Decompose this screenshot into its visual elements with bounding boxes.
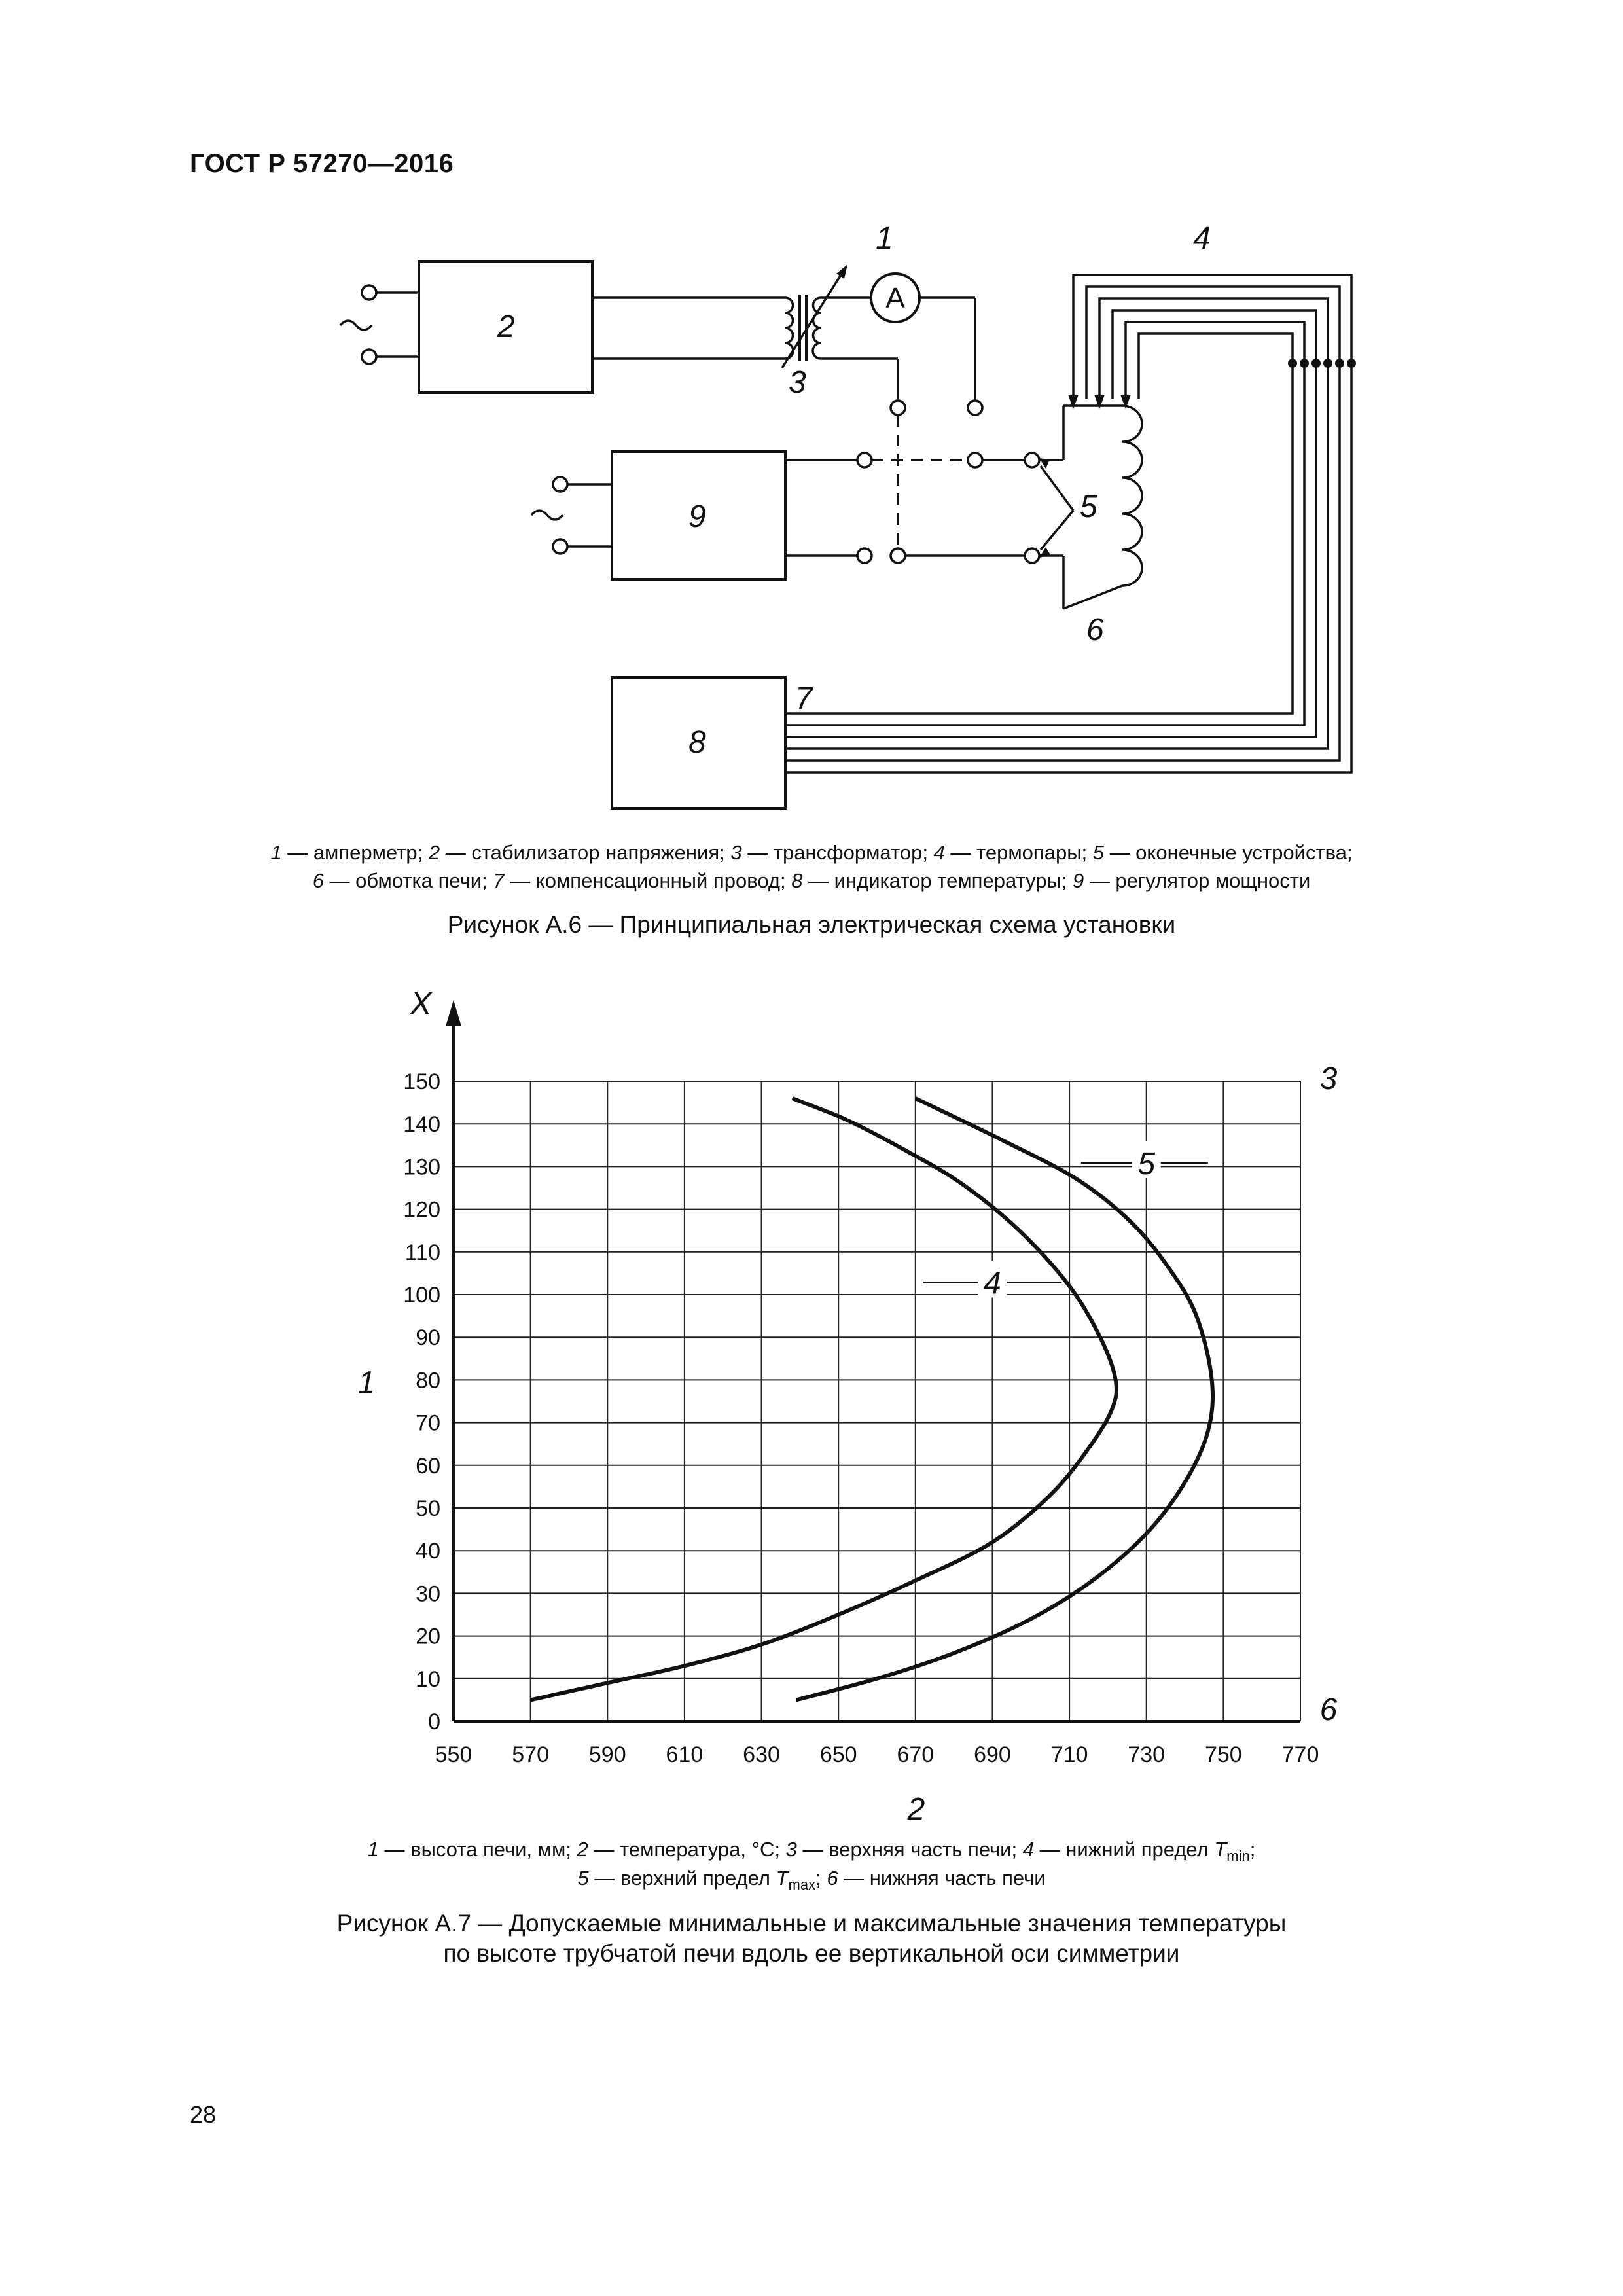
x-tick-label: 610 [666, 1742, 704, 1767]
x-tick-label: 590 [588, 1742, 626, 1767]
label-5: 5 [1080, 490, 1097, 524]
x-tick-label: 550 [435, 1742, 473, 1767]
curve-label-5: 5 [1137, 1146, 1156, 1181]
x-tick-label: 730 [1128, 1742, 1166, 1767]
axis-annotation-1: 1 [357, 1365, 376, 1401]
x-tick-label: 570 [512, 1742, 550, 1767]
y-tick-label: 150 [403, 1069, 440, 1094]
x-tick-label: 630 [743, 1742, 780, 1767]
ammeter-label: A [885, 282, 905, 314]
label-6: 6 [1086, 613, 1104, 647]
label-7: 7 [795, 681, 813, 716]
y-tick-label: 110 [404, 1240, 440, 1265]
x-tick-label: 710 [1050, 1742, 1088, 1767]
axis-annotation-2: 2 [907, 1792, 925, 1827]
curve-series-5 [796, 1098, 1213, 1700]
x-tick-label: 650 [819, 1742, 857, 1767]
temperature-chart [0, 982, 1623, 1827]
label-8: 8 [688, 725, 706, 760]
axis-annotation-3: 3 [1319, 1062, 1338, 1096]
figure6-legend-line1: 1 — амперметр; 2 — стабилизатор напряжения; 3 — трансформатор; 4 — термопары; 5 — оконечные устройства; [270, 841, 1353, 864]
furnace-winding [1063, 406, 1142, 609]
y-tick-label: 30 [416, 1581, 440, 1607]
figure7-legend-line1: 1 — высота печи, мм; 2 — температура, °С; 3 — верхняя часть печи; 4 — нижний предел $T_{min}$; [367, 1838, 1256, 1864]
y-tick-label: 140 [403, 1112, 440, 1138]
y-tick-label: 120 [403, 1197, 440, 1223]
y-tick-label: 50 [416, 1496, 440, 1521]
y-axis-symbol: X [410, 985, 432, 1022]
label-3: 3 [789, 365, 806, 400]
figure7-caption-line1: Рисунок А.7 — Допускаемые минимальные и максимальные значения температуры [336, 1910, 1287, 1937]
y-tick-label: 60 [416, 1453, 440, 1479]
label-2: 2 [497, 310, 515, 344]
curve-label-4: 4 [984, 1266, 1001, 1301]
y-tick-label: 80 [416, 1368, 440, 1393]
label-9: 9 [688, 499, 706, 534]
document-header: ГОСТ Р 57270—2016 [190, 149, 454, 178]
figure6-legend-line2: 6 — обмотка печи; 7 — компенсационный провод; 8 — индикатор температуры; 9 — регулятор мощности [312, 869, 1311, 892]
x-tick-label: 770 [1281, 1742, 1319, 1767]
label-1: 1 [876, 221, 893, 256]
y-tick-label: 20 [416, 1624, 440, 1649]
y-tick-label: 100 [403, 1283, 440, 1308]
y-tick-label: 40 [416, 1539, 440, 1564]
y-tick-label: 130 [403, 1155, 440, 1180]
x-tick-label: 670 [897, 1742, 935, 1767]
y-axis-arrow [446, 1000, 461, 1026]
label-4: 4 [1193, 221, 1211, 256]
figure7-legend-line2: 5 — верхний предел $T_{max}$; 6 — нижняя часть печи [577, 1867, 1046, 1893]
y-tick-label: 70 [416, 1410, 440, 1436]
schematic-diagram [0, 196, 1623, 1034]
x-tick-label: 750 [1204, 1742, 1242, 1767]
curve-series-4 [531, 1098, 1116, 1700]
y-tick-label: 0 [428, 1710, 440, 1734]
page-number: 28 [190, 2101, 217, 2128]
x-tick-label: 690 [974, 1742, 1011, 1767]
figure6-caption: Рисунок А.6 — Принципиальная электрическая схема установки [447, 911, 1176, 938]
figure7-caption-line2: по высоте трубчатой печи вдоль ее вертикальной оси симметрии [443, 1940, 1180, 1967]
y-tick-label: 10 [416, 1666, 440, 1692]
y-tick-label: 90 [416, 1325, 440, 1351]
axis-annotation-6: 6 [1319, 1693, 1338, 1727]
